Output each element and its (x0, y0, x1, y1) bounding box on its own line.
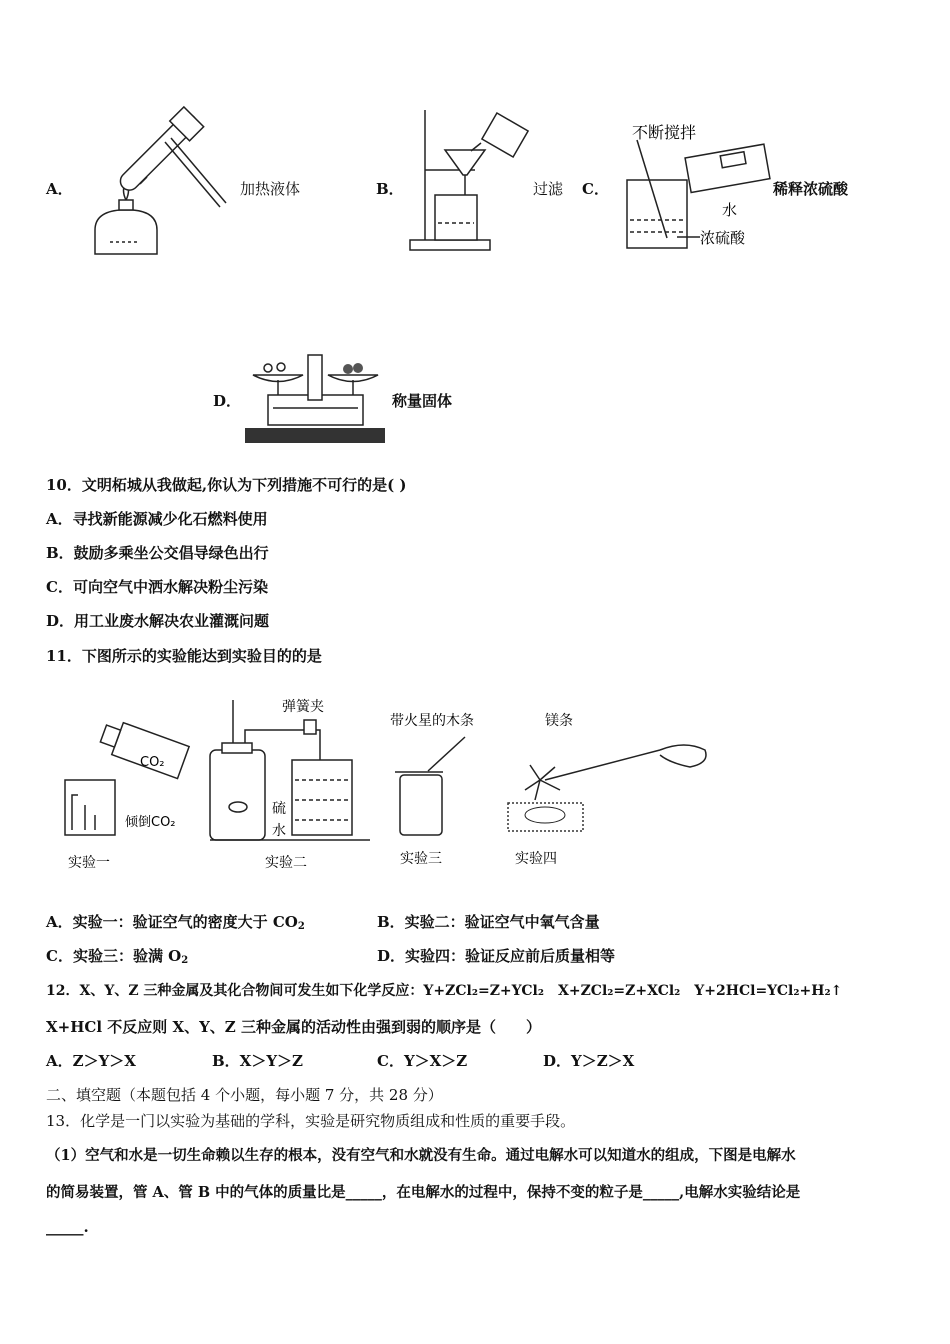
q9-option-a-letter: A． (46, 180, 73, 198)
exp3-name: 实验三 (400, 851, 442, 867)
exp4-name: 实验四 (515, 851, 557, 867)
q9-option-d-letter: D． (213, 392, 242, 410)
q13-part1-line2: 的简易装置，管 A、管 B 中的气体的质量比是_____，在电解水的过程中，保持不变的粒子是_____,电解水实验结论是 (46, 1184, 801, 1201)
exp3-splint: 带火星的木条 (390, 713, 474, 729)
q12-option-b: B．X＞Y＞Z (212, 1052, 303, 1070)
q10-option-a: A．寻找新能源减少化石燃料使用 (46, 510, 268, 528)
q10-option-d: D．用工业废水解决农业灌溉问题 (46, 612, 270, 630)
q12-stem-line1: 12．X、Y、Z 三种金属及其化合物间可发生如下化学反应：Y+ZCl₂=Z+YCl₂ X+ZCl₂=Z+XCl₂ Y+2HCl=YCl₂+H₂↑ (46, 983, 843, 999)
label-stir: 不断搅拌 (632, 123, 697, 142)
q11-stem: 11．下图所示的实验能达到实验目的的是 (46, 647, 322, 665)
q12-option-a: A．Z＞Y＞X (46, 1052, 136, 1070)
q13-part1-line3: _____. (46, 1218, 89, 1236)
q9-option-c-caption: 稀释浓硫酸 (773, 180, 849, 198)
q9-option-a-caption: 加热液体 (240, 180, 301, 198)
q11-option-a (46, 911, 305, 932)
exp2-sulfur1: 硫 (272, 801, 286, 817)
dilute-acid-illustration (622, 120, 772, 255)
q11-option-c-sub: 2 (181, 955, 189, 966)
balance-illustration (243, 350, 388, 445)
exp1-label: 倾倒CO₂ (125, 815, 176, 830)
q10-stem: 10．文明柘城从我做起,你认为下列措施不可行的是( ) (46, 476, 407, 494)
q10-option-b: B．鼓励多乘坐公交倡导绿色出行 (46, 544, 269, 562)
q12-option-d: D．Y＞Z＞X (543, 1052, 635, 1070)
section-heading: 二、填空题（本题包括 4 个小题，每小题 7 分，共 28 分） (46, 1086, 443, 1104)
heating-liquid-illustration (85, 112, 235, 262)
q9-option-b-letter: B． (376, 180, 404, 198)
q10-option-c: C．可向空气中洒水解决粉尘污染 (46, 578, 268, 596)
exp2-clamp: 弹簧夹 (282, 699, 324, 715)
q11-option-d: D．实验四：验证反应前后质量相等 (377, 947, 616, 965)
q9-option-b-caption: 过滤 (533, 180, 564, 198)
q13-stem: 13．化学是一门以实验为基础的学科，实验是研究物质组成和性质的重要手段。 (46, 1112, 576, 1130)
q11-option-c-text: C．实验三：验满 O (46, 947, 182, 965)
exp2-sulfur2: 水 (272, 823, 286, 839)
exp2-name: 实验二 (265, 855, 307, 871)
filtration-illustration (405, 105, 530, 255)
q12-option-c: C．Y＞X＞Z (377, 1052, 468, 1070)
exp4-ribbon: 镁条 (545, 713, 573, 729)
q9-option-c-letter: C． (582, 180, 609, 198)
q11-experiments-figure (60, 695, 720, 880)
q9-option-d-caption: 称量固体 (392, 392, 453, 410)
q11-option-b: B．实验二：验证空气中氧气含量 (377, 913, 600, 931)
label-acid: 浓硫酸 (700, 229, 746, 247)
exp1-name: 实验一 (68, 855, 110, 871)
q11-option-c (46, 945, 188, 966)
q11-option-a-sub: 2 (297, 921, 305, 932)
label-water: 水 (722, 201, 738, 219)
q13-part1-line1: （1）空气和水是一切生命赖以生存的根本，没有空气和水就没有生命。通过电解水可以知道水的组成，下图是电解水 (46, 1147, 796, 1164)
q11-option-a-text: A．实验一：验证空气的密度大于 CO (46, 913, 298, 931)
q12-stem-line2: X+HCl 不反应则 X、Y、Z 三种金属的活动性由强到弱的顺序是（ ） (46, 1018, 541, 1036)
exp1-gas: CO₂ (140, 755, 165, 770)
